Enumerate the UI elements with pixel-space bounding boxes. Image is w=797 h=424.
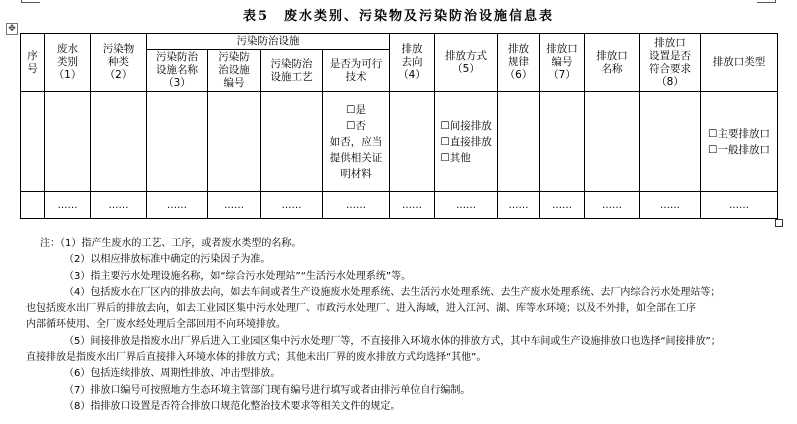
feasible-note: 明材料	[340, 167, 372, 180]
ellipsis-cell: ……	[540, 192, 585, 219]
cell-discharge-method	[435, 92, 498, 192]
ellipsis-cell: ……	[91, 192, 147, 219]
header-text: 符合要求	[649, 62, 691, 75]
cell-empty[interactable]	[498, 92, 540, 192]
header-text: 设施工艺	[270, 70, 313, 83]
ellipsis-cell: ……	[640, 192, 701, 219]
header-text: 污染物	[102, 43, 135, 55]
note-6: （6）包括连续排放、周期性排放、冲击型排放。	[64, 368, 281, 380]
header-group-facility: 污染防治设施	[147, 34, 390, 50]
page-corner-mark-right	[757, 0, 776, 3]
header-text: 排放口类型	[712, 56, 766, 68]
cell-empty[interactable]	[45, 92, 91, 192]
header-text: （7）	[548, 69, 576, 81]
header-text: 是否为可行	[329, 57, 383, 70]
header-text: （6）	[504, 69, 533, 81]
ellipsis-cell: ……	[323, 192, 390, 219]
checkbox-yes[interactable]: ☐是	[346, 103, 366, 116]
header-text: 技术	[345, 70, 367, 83]
checkbox-direct-discharge[interactable]: ☐直接排放	[440, 135, 492, 148]
header-facility-name	[147, 50, 208, 92]
header-text: （1）	[53, 69, 82, 81]
header-text: 废水	[57, 43, 78, 55]
header-text: 去向	[401, 56, 423, 68]
cell-feasible-tech	[323, 92, 390, 192]
feasible-note: 如否，应当	[329, 135, 383, 148]
checkbox-main-outlet[interactable]: ☐主要排放口	[708, 127, 770, 140]
header-pollutant-type	[91, 34, 147, 92]
cell-empty[interactable]	[21, 192, 45, 219]
header-text: 排放口	[654, 36, 686, 49]
checkbox-general-outlet[interactable]: ☐一般排放口	[708, 143, 770, 156]
header-text: （2）	[104, 69, 133, 81]
header-text: 类别	[57, 56, 78, 68]
table-move-handle-icon[interactable]: ✥	[6, 23, 18, 35]
header-text: （8）	[656, 75, 684, 88]
cell-outlet-type	[701, 92, 778, 192]
ellipsis-cell: ……	[147, 192, 208, 219]
header-outlet-name	[585, 34, 640, 92]
ellipsis-cell: ……	[701, 192, 778, 219]
note-2: （2）以相应排放标准中确定的污染因子为准。	[64, 254, 271, 266]
header-outlet-type	[701, 34, 778, 92]
header-seq	[21, 34, 45, 92]
header-seq-l2: 号	[27, 62, 38, 75]
cell-empty[interactable]	[208, 92, 261, 192]
header-text: （3）	[163, 77, 191, 89]
wastewater-info-table	[20, 33, 778, 219]
ellipsis-cell: ……	[45, 192, 91, 219]
cell-empty[interactable]	[540, 92, 585, 192]
header-discharge-pattern	[498, 34, 540, 92]
header-text: 排放	[401, 43, 423, 55]
header-text: 污染防治	[156, 51, 198, 63]
checkbox-other[interactable]: ☐其他	[440, 151, 471, 164]
header-text: （4）	[398, 69, 426, 81]
checkbox-no[interactable]: ☐否	[346, 119, 366, 132]
header-seq-l1: 序	[27, 49, 38, 62]
cell-empty[interactable]	[261, 92, 323, 192]
header-text: 种类	[108, 56, 129, 68]
header-wastewater-type	[45, 34, 91, 92]
note-4: （4）包括废水在厂区内的排放去向，如去车间或者生产设施废水处理系统、去生活污水处理系统、去生产废水处理系统、去厂内综合污水处理站等；	[64, 286, 721, 298]
table-end-mark-icon	[775, 219, 783, 227]
note-3: （3）指主要污水处理设施名称，如“综合污水处理站”“生活污水处理系统”等。	[64, 270, 412, 282]
header-outlet-compliance	[640, 34, 701, 92]
cell-empty[interactable]	[390, 92, 435, 192]
ellipsis-cell: ……	[261, 192, 323, 219]
ellipsis-cell: ……	[208, 192, 261, 219]
header-discharge-destination	[390, 34, 435, 92]
ellipsis-cell: ……	[498, 192, 540, 219]
note-4-cont: 内部循环使用、全厂废水经处理后全部回用不向环境排放。	[26, 319, 286, 331]
header-text: 名称	[601, 62, 623, 75]
cell-empty[interactable]	[640, 92, 701, 192]
header-text: 排放口	[596, 49, 628, 62]
cell-empty[interactable]	[585, 92, 640, 192]
header-discharge-method	[435, 34, 498, 92]
table-row	[21, 92, 778, 192]
note-8: （8）指排放口设置是否符合排放口规范化整治技术要求等相关文件的规定。	[64, 400, 401, 412]
table-title: 表5 废水类别、污染物及污染防治设施信息表	[242, 9, 555, 24]
header-text: 污染防治	[270, 57, 313, 70]
header-text: 排放	[508, 43, 529, 55]
page-corner-mark-left	[21, 0, 40, 3]
header-text: 编号	[223, 77, 245, 89]
table-notes	[26, 236, 780, 415]
ellipsis-cell: ……	[585, 192, 640, 219]
header-text: 排放方式	[445, 49, 487, 62]
header-outlet-code	[540, 34, 585, 92]
table-row	[21, 192, 778, 219]
header-facility-code	[208, 50, 261, 92]
header-text: （5）	[452, 62, 480, 75]
header-text: 污染防	[218, 51, 250, 63]
ellipsis-cell: ……	[435, 192, 498, 219]
header-facility-process	[261, 50, 323, 92]
header-feasible-tech	[323, 50, 390, 92]
note-5: （5）间接排放是指废水出厂界后进入工业园区集中污水处理厂等，不直接排入环境水体的排放方式，其中车间或生产设施排放口也选择“间接排放”；	[64, 335, 721, 347]
cell-empty[interactable]	[147, 92, 208, 192]
header-text: 设施名称	[156, 64, 198, 76]
checkbox-indirect-discharge[interactable]: ☐间接排放	[440, 119, 492, 132]
note-7: （7）排放口编号可按照地方生态环境主管部门现有编号进行填写或者由排污单位自行编制。	[64, 384, 471, 396]
feasible-note: 提供相关证	[329, 151, 383, 164]
note-1: 注：（1）指产生废水的工艺、工序，或者废水类型的名称。	[40, 238, 302, 249]
header-text: 设置是否	[649, 49, 691, 62]
header-text: 治设施	[218, 64, 250, 76]
header-text: 规律	[508, 56, 529, 68]
cell-empty[interactable]	[91, 92, 147, 192]
cell-empty[interactable]	[21, 92, 45, 192]
note-4-cont: 也包括废水出厂界后的排放去向，如去工业园区集中污水处理厂、市政污水处理厂、进入海域，进入江河、湖、库等水环境；以及不外排，如全部在工序	[26, 303, 696, 315]
ellipsis-cell: ……	[390, 192, 435, 219]
note-5-cont: 直接排放是指废水出厂界后直接排入环境水体的排放方式；其他未出厂界的废水排放方式均选择“其他”。	[26, 352, 487, 364]
header-text: 排放口	[546, 43, 578, 55]
header-text: 编号	[551, 56, 573, 68]
